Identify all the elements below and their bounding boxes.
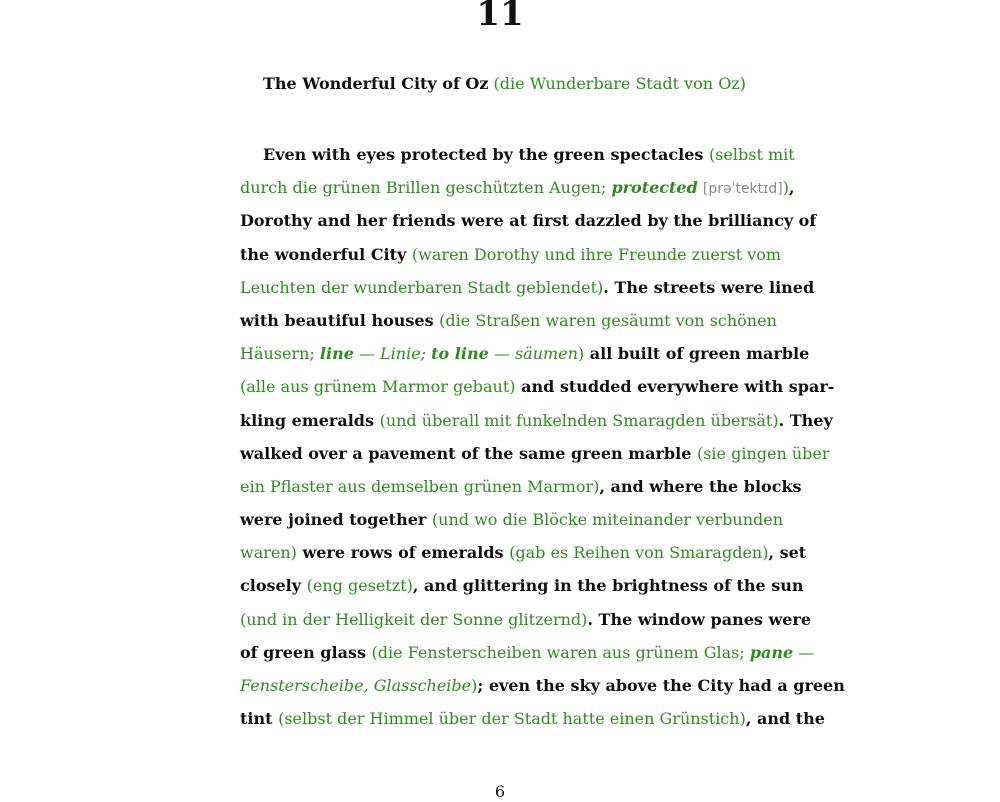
english-text: Dorothy and her friends were at first dazzled by the brilliancy of <box>240 211 817 231</box>
english-text: were rows of emeralds <box>296 543 510 563</box>
text-line <box>240 470 802 503</box>
text-line <box>240 636 815 669</box>
chapter-title-german: (die Wunderbare Stadt von Oz) <box>493 74 746 93</box>
english-text: . The streets were lined <box>603 277 815 297</box>
english-text: , and the <box>745 709 825 729</box>
text-line <box>240 536 807 569</box>
vocab-term: pane <box>749 642 794 662</box>
english-text: closely <box>240 576 302 596</box>
english-text: with beautiful houses <box>240 310 434 330</box>
vocab-gloss: — Linie; <box>353 344 432 364</box>
english-text: , <box>788 178 795 198</box>
body-text <box>240 138 845 735</box>
text-line <box>240 271 815 304</box>
german-translation: (sie gingen über <box>696 443 830 463</box>
german-translation: ) <box>577 344 585 364</box>
text-line <box>240 702 825 735</box>
vocab-gloss: — säumen <box>488 344 578 364</box>
text-line <box>240 503 784 536</box>
english-text: ; even the sky above the City had a green <box>477 676 845 695</box>
vocab-term: protected <box>611 178 698 198</box>
text-line <box>240 138 795 171</box>
german-translation: (die Straßen waren gesäumt von schönen <box>439 310 777 330</box>
german-translation: durch die grünen Brillen geschützten Augen; <box>240 178 612 198</box>
english-text: walked over a pavement of the same green marble <box>240 443 692 463</box>
english-text: kling emeralds <box>240 410 374 430</box>
text-line <box>240 238 782 271</box>
text-line <box>240 569 804 602</box>
german-translation: ) <box>471 676 478 695</box>
chapter-title <box>263 72 783 96</box>
german-translation: Häusern; <box>240 344 320 364</box>
german-translation: (und überall mit funkelnden Smaragden übersät) <box>379 410 779 430</box>
text-line <box>240 404 833 437</box>
german-translation: (und in der Helligkeit der Sonne glitzernd) <box>240 609 588 629</box>
text-line <box>240 304 777 337</box>
german-translation: (gab es Reihen von Smaragden) <box>509 543 769 563</box>
german-translation: waren) <box>240 543 297 563</box>
english-text: . The window panes were <box>587 609 812 629</box>
text-line <box>240 204 817 237</box>
english-text: all built of green marble <box>584 344 810 364</box>
german-translation: (alle aus grünem Marmor gebaut) <box>240 377 516 397</box>
english-text: , and where the blocks <box>599 476 802 496</box>
german-translation: (die Fensterscheiben waren aus grünem Glas; <box>371 642 750 662</box>
english-text: , set <box>768 543 807 563</box>
german-translation: (und wo die Blöcke miteinander verbunden <box>431 510 784 530</box>
chapter-title-english: The Wonderful City of Oz <box>263 74 489 93</box>
pronunciation: [prəˈtektɪd] <box>702 181 783 198</box>
english-text: . They <box>778 410 833 430</box>
english-text: the wonderful City <box>240 244 407 264</box>
text-line <box>240 603 812 636</box>
page-number: 6 <box>494 782 506 801</box>
text-line <box>240 437 830 470</box>
vocab-term: to line <box>431 344 489 364</box>
text-line <box>240 337 810 370</box>
german-translation: ein Pflaster aus demselben grünen Marmor) <box>240 476 600 496</box>
text-line <box>240 669 845 702</box>
text-line <box>240 171 795 204</box>
german-translation: (selbst der Himmel über der Stadt hatte einen Grünstich) <box>278 709 746 729</box>
vocab-gloss: Fensterscheibe, Glasscheibe <box>240 676 472 695</box>
english-text: and studded everywhere with spar- <box>515 377 835 397</box>
english-text: were joined together <box>240 510 427 530</box>
vocab-gloss: — <box>793 642 815 662</box>
text-line <box>240 370 835 403</box>
chapter-number: 11 <box>476 0 524 34</box>
german-translation: (selbst mit <box>708 145 795 164</box>
english-text: tint <box>240 709 273 729</box>
vocab-term: line <box>319 344 354 364</box>
english-text: Even with eyes protected by the green spectacles <box>263 145 704 164</box>
german-translation: Leuchten der wunderbaren Stadt geblendet) <box>240 277 604 297</box>
english-text: of green glass <box>240 642 366 662</box>
german-translation: (waren Dorothy und ihre Freunde zuerst vom <box>411 244 782 264</box>
english-text: , and glittering in the brightness of the sun <box>412 576 804 596</box>
german-translation: (eng gesetzt) <box>306 576 413 596</box>
german-translation: ) <box>782 178 789 198</box>
